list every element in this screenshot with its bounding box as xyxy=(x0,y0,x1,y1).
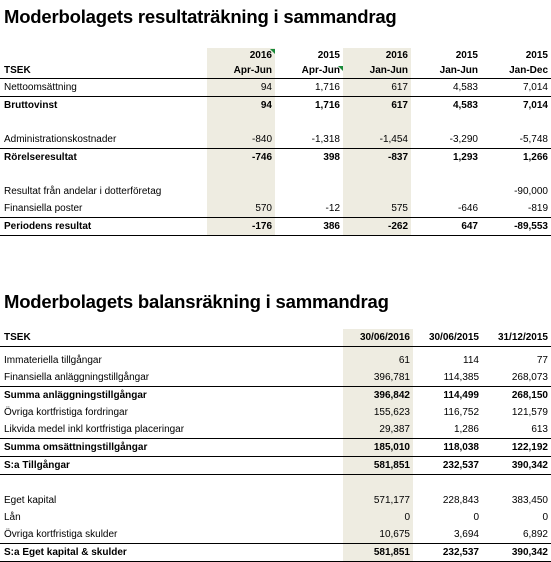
table-row: Lån 0 0 0 xyxy=(0,509,551,526)
income-table xyxy=(0,48,551,236)
table-row: Eget kapital 571,177 228,843 383,450 xyxy=(0,492,551,509)
table-row: Resultat från andelar i dotterföretag -90,000 xyxy=(0,183,551,200)
balance-title: Moderbolagets balansräkning i sammandrag xyxy=(4,291,389,312)
date-header: 31/12/2015 xyxy=(482,329,551,347)
unit-label: TSEK xyxy=(0,64,207,79)
year-header: 2015 xyxy=(317,50,340,61)
period-header: Apr-Jun xyxy=(207,64,275,79)
date-header: 30/06/2015 xyxy=(413,329,482,347)
table-row: Administrationskostnader -840 -1,318 -1,454 -3,290 -5,748 xyxy=(0,131,551,149)
table-row: Finansiella anläggningstillgångar 396,781 114,385 268,073 xyxy=(0,369,551,387)
year-header: 2016 xyxy=(343,48,411,64)
table-row: Bruttovinst 94 1,716 617 4,583 7,014 xyxy=(0,97,551,115)
table-row: Nettoomsättning 94 1,716 617 4,583 7,014 xyxy=(0,79,551,97)
comment-marker-icon xyxy=(270,49,275,54)
table-row: Övriga kortfristiga skulder 10,675 3,694 6,892 xyxy=(0,526,551,544)
table-row: Summa anläggningstillgångar 396,842 114,499 268,150 xyxy=(0,387,551,405)
table-row: Finansiella poster 570 -12 575 -646 -819 xyxy=(0,200,551,218)
spacer-row xyxy=(0,166,551,183)
year-header: 2016 xyxy=(207,48,275,64)
period-header: Jan-Jun xyxy=(343,64,411,79)
year-header: 2015 xyxy=(525,50,548,61)
date-header: 30/06/2016 xyxy=(343,329,413,347)
income-title: Moderbolagets resultaträkning i sammandrag xyxy=(4,6,397,27)
income-period-row xyxy=(0,64,551,79)
spacer-row xyxy=(0,475,551,493)
year-header: 2015 xyxy=(455,50,478,61)
table-row: Immateriella tillgångar 61 114 77 xyxy=(0,352,551,369)
balance-header-row xyxy=(0,329,551,347)
comment-marker-icon xyxy=(338,66,343,71)
period-header: Jan-Jun xyxy=(411,64,481,79)
spacer-row xyxy=(0,114,551,131)
balance-table xyxy=(0,329,551,562)
period-header: Apr-Jun xyxy=(275,64,343,79)
unit-label: TSEK xyxy=(0,329,343,347)
period-header: Jan-Dec xyxy=(481,64,551,79)
table-row: Summa omsättningstillgångar 185,010 118,038 122,192 xyxy=(0,439,551,457)
table-row: S:a Tillgångar 581,851 232,537 390,342 xyxy=(0,457,551,475)
table-row: Periodens resultat -176 386 -262 647 -89,553 xyxy=(0,218,551,236)
table-row: Likvida medel inkl kortfristiga placeringar 29,387 1,286 613 xyxy=(0,421,551,439)
table-row: Övriga kortfristiga fordringar 155,623 116,752 121,579 xyxy=(0,404,551,421)
income-year-row xyxy=(0,48,551,64)
table-row: S:a Eget kapital & skulder 581,851 232,537 390,342 xyxy=(0,544,551,562)
table-row: Rörelseresultat -746 398 -837 1,293 1,266 xyxy=(0,149,551,167)
